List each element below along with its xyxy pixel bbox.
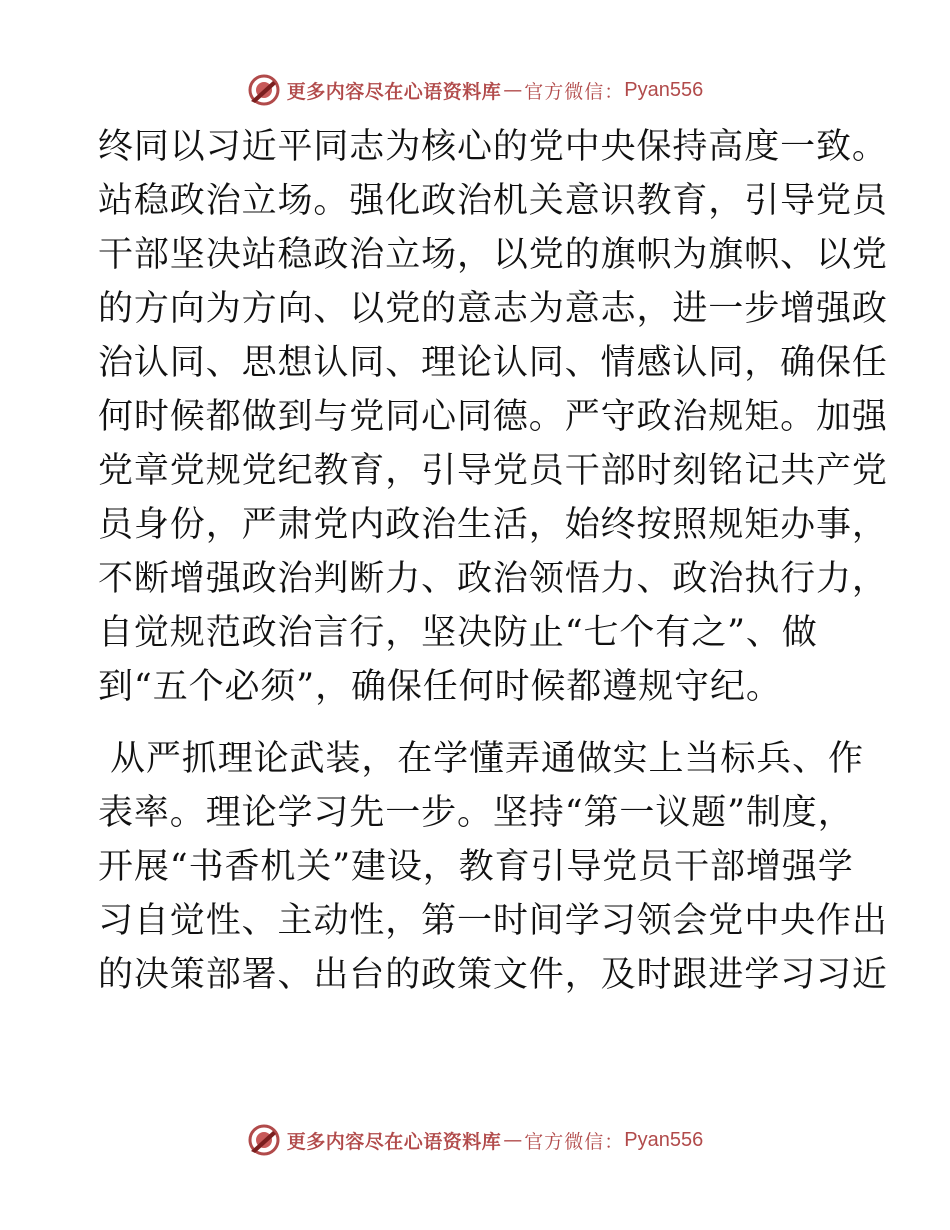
text-line: 党章党规党纪教育，引导党员干部时刻铭记共产党 [98,451,888,491]
paragraph-1 [98,120,888,714]
text-line: 开展“书香机关”建设，教育引导党员干部增强学 [98,847,854,887]
paragraph-gap [98,714,858,732]
text-line: 员身份，严肃党内政治生活，始终按照规矩办事， [98,505,888,545]
text-line: 的方向为方向、以党的意志为意志，进一步增强政 [98,289,888,329]
site-name: 更多内容尽在心语资料库 [286,1130,502,1153]
logo-icon [247,73,281,107]
text-line: 从严抓理论武装，在学懂弄通做实上当标兵、作 [98,739,864,779]
wechat-id: Pyan556 [624,1128,704,1151]
text-line: 干部坚决站稳政治立场，以党的旗帜为旗帜、以党 [98,235,888,275]
text-line: 不断增强政治判断力、政治领悟力、政治执行力， [98,559,888,599]
text-line: 到“五个必须”，确保任何时候都遵规守纪。 [98,667,782,707]
site-name: 更多内容尽在心语资料库 [286,80,502,103]
header-banner [0,70,950,110]
banner-separator: — [503,1129,523,1151]
text-line: 自觉规范政治言行，坚决防止“七个有之”、做 [98,613,818,653]
wechat-id: Pyan556 [624,78,704,101]
text-line: 表率。理论学习先一步。坚持“第一议题”制度， [98,793,854,833]
logo-icon [247,1123,281,1157]
wechat-label: 官方微信： [524,1130,625,1153]
wechat-label: 官方微信： [524,80,625,103]
banner-separator: — [503,79,523,101]
text-line: 习自觉性、主动性，第一时间学习领会党中央作出 [98,901,888,941]
text-line: 何时候都做到与党同心同德。严守政治规矩。加强 [98,397,888,437]
text-line: 终同以习近平同志为核心的党中央保持高度一致。 [98,127,888,167]
text-line: 站稳政治立场。强化政治机关意识教育，引导党员 [98,181,888,221]
text-line: 的决策部署、出台的政策文件，及时跟进学习习近 [98,955,888,995]
document-body [98,120,888,1002]
paragraph-2 [98,732,888,1002]
text-line: 治认同、思想认同、理论认同、情感认同，确保任 [98,343,888,383]
footer-banner [0,1120,950,1160]
